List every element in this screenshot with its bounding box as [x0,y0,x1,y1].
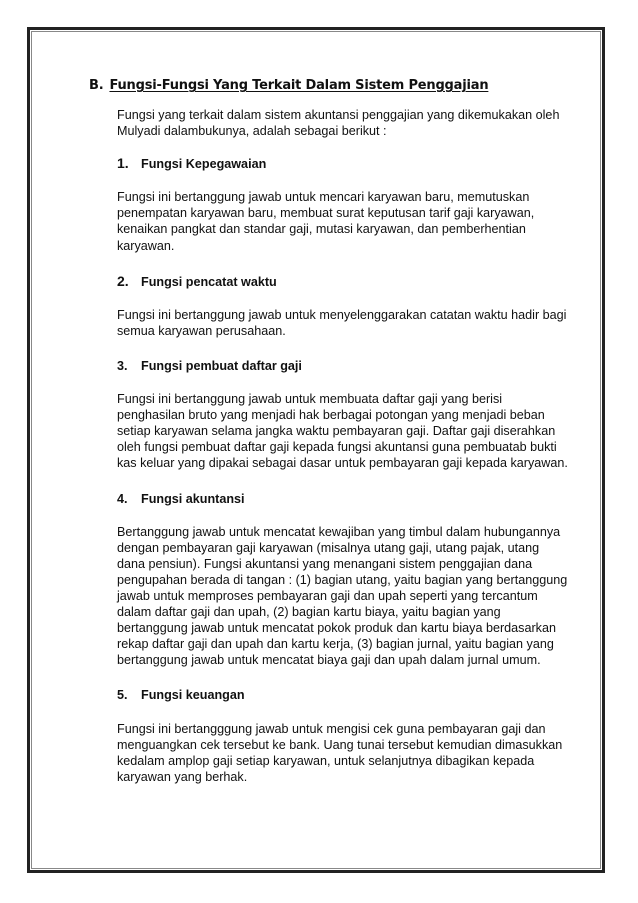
section-title-keuangan [117,687,569,703]
section-number: 3. [117,358,128,373]
section-body-akuntansi: Bertanggung jawab untuk mencatat kewajiban yang timbul dalam hubungannya dengan pembayaran gaji karyawan (misalnya utang gaji, utang pajak, utang dana pensiun). Fungsi akuntansi yang menangani sistem penggajian dana pengupahan berada di tangan : (1) bagian utang, yaitu bagian yang bertanggung jawab untuk memproses pembayaran gaji dan upah seperti yang tercantum dalam daftar gaji dan upah, (2) bagian kartu biaya, yaitu bagian yang bertanggung jawab untuk mencatat pokok produk dan kartu biaya berdasarkan rekap daftar gaji dan upah dan kartu kerja, (3) bagian jurnal, yaitu bagian yang bertanggung jawab untuk mencatat biaya gaji dan upah dalam jurnal umum. [117,524,568,668]
section-title-akuntansi [117,491,569,507]
heading-title: Fungsi-Fungsi Yang Terkait Dalam Sistem Penggajian [109,78,489,93]
section-body-kepegawaian: Fungsi ini bertanggung jawab untuk mencari karyawan baru, memutuskan penempatan karyawan baru, membuat surat keputusan tarif gaji karyawan, kenaikan pangkat dan standar gaji, mutasi karyawan, dan pemberhentian karyawan. [117,190,535,253]
section-title-kepegawaian [117,155,569,172]
section-body-pencatat-waktu: Fungsi ini bertanggung jawab untuk menyelenggarakan catatan waktu hadir bagi semua karyawan perusahaan. [117,307,567,338]
section-number: 4. [117,491,128,506]
section-title-text: Fungsi Kepegawaian [141,157,267,172]
section-number: 2. [117,272,129,289]
section-body-keuangan: Fungsi ini bertangggung jawab untuk mengisi cek guna pembayaran gaji dan menguangkan cek tersebut ke bank. Uang tunai tersebut kemudian dimasukkan kedalam amplop gaji setiap karyawan, untuk selanjutnya dibagikan kepada karyawan yang berhak. [117,721,563,784]
section-title-text: Fungsi akuntansi [141,491,245,506]
heading-letter: B. [89,78,104,93]
section-title-text: Fungsi pembuat daftar gaji [141,358,302,373]
section-title-text: Fungsi keuangan [141,688,245,703]
section-title-text: Fungsi pencatat waktu [141,274,277,289]
intro-paragraph: Fungsi yang terkait dalam sistem akuntansi penggajian yang dikemukakan oleh Mulyadi dalambukunya, adalah sebagai berikut : [117,108,560,139]
section-heading [89,78,569,93]
section-title-pencatat-waktu [117,273,569,290]
document-body [89,107,569,785]
section-title-pembuat-daftar-gaji [117,358,569,374]
section-body-pembuat-daftar-gaji: Fungsi ini bertanggung jawab untuk membuata daftar gaji yang berisi penghasilan bruto yang menjadi hak berbagai potongan yang menjadi beban setiap karyawan selama jangka waktu pembayaran gaji. Daftar gaji diserahkan oleh fungsi pembuat daftar gaji kepada fungsi akuntansi guna pembuatab bukti kas keluar yang dipakai sebagai dasar untuk pembayaran gaji kepada karyawan. [117,392,568,471]
section-number: 1. [117,155,129,172]
document-content [89,78,569,804]
section-number: 5. [117,688,128,703]
